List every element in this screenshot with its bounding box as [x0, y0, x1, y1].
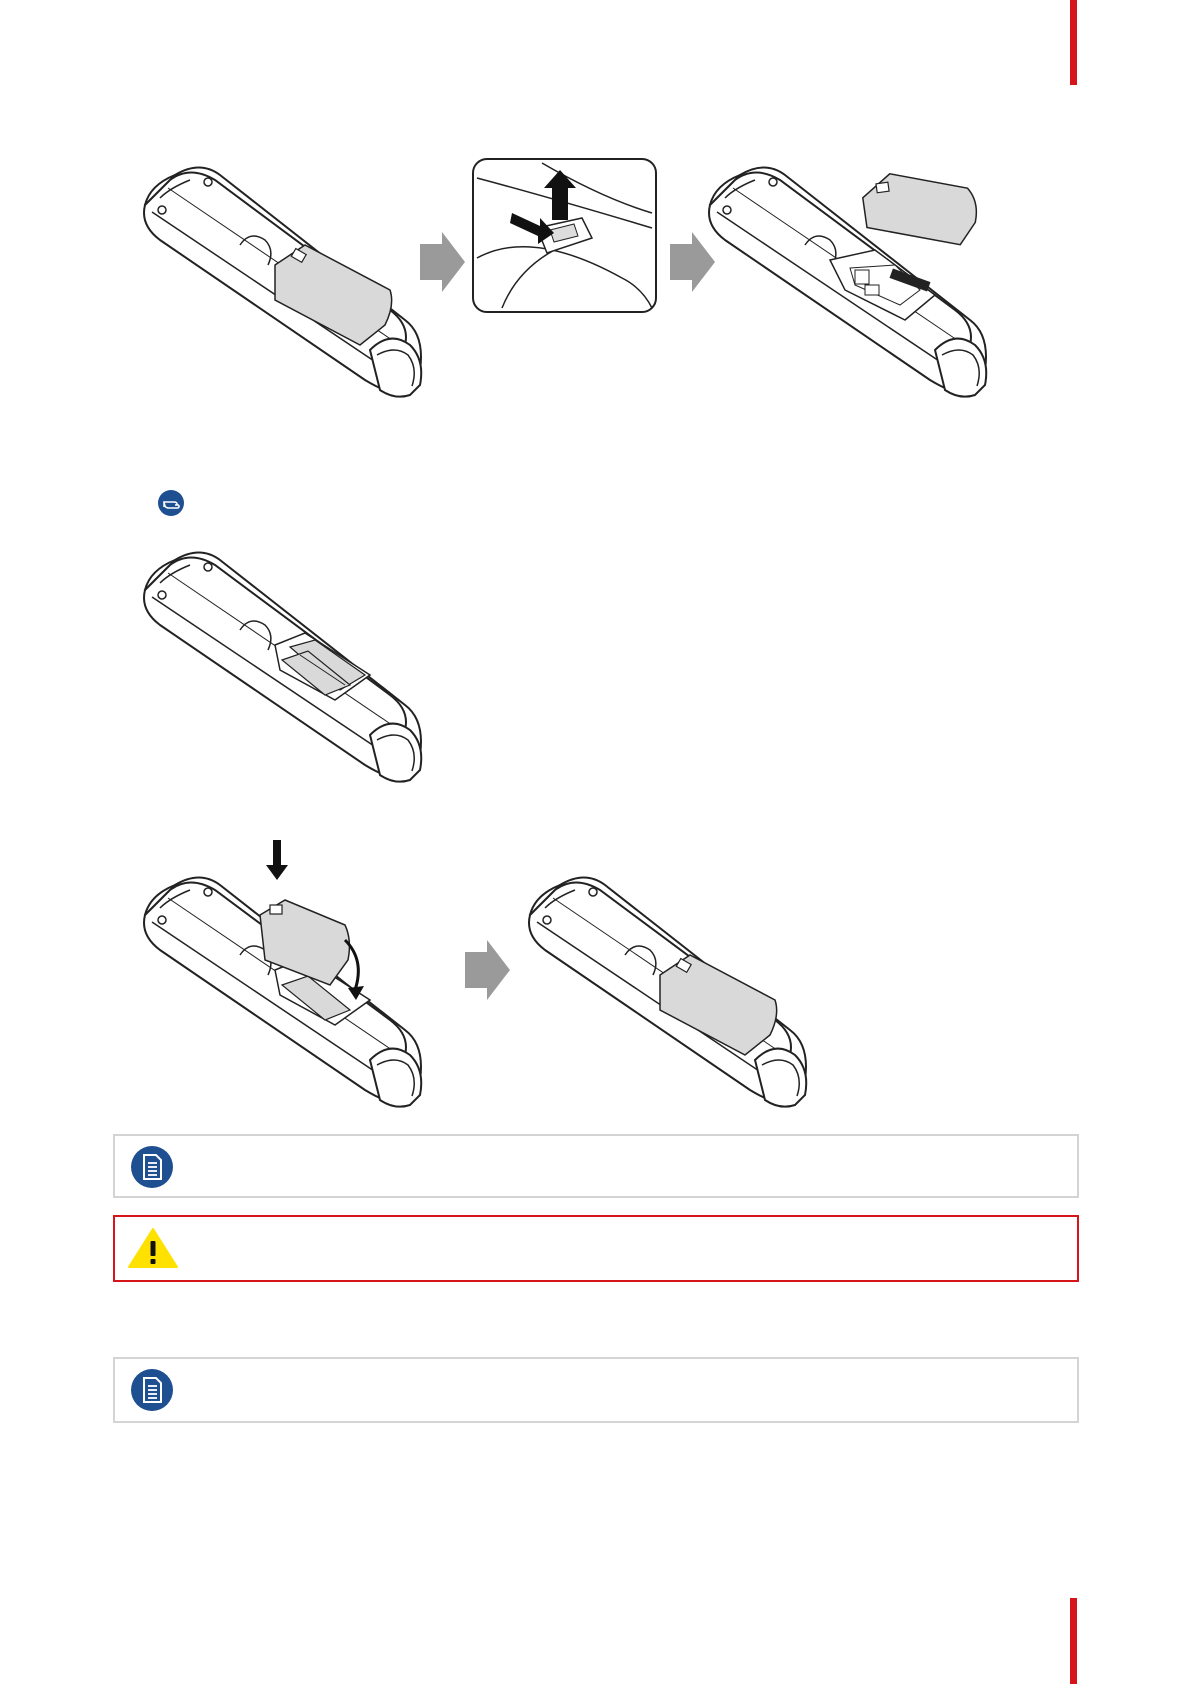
- header-red-tab: [1070, 0, 1077, 85]
- document-note-icon: [131, 1146, 173, 1188]
- remote-open-cover-icon: [705, 140, 1005, 400]
- right-arrow-icon: [465, 940, 515, 1002]
- arrow-step-1a: [420, 232, 470, 294]
- remote-cover-closing-icon: [140, 860, 430, 1110]
- document-note-icon: [131, 1369, 173, 1411]
- warning-triangle-icon: [127, 1227, 179, 1269]
- arrow-step-3: [465, 940, 515, 1002]
- right-arrow-icon: [420, 232, 470, 294]
- remote-closed-icon: [525, 860, 815, 1110]
- note-icon-wrapper: [131, 1146, 173, 1188]
- note-box-1: [113, 1134, 1079, 1198]
- latch-release-detail-icon: [472, 158, 657, 313]
- caution-icon-wrapper: [127, 1227, 179, 1269]
- pointing-hand-icon: [158, 490, 184, 516]
- figure-remote-batteries: [140, 535, 430, 785]
- footer-red-tab: [1070, 1598, 1077, 1684]
- caution-box: [113, 1215, 1079, 1282]
- note-icon-wrapper: [131, 1369, 173, 1411]
- remote-closed-icon: [140, 150, 430, 400]
- figure-remote-closed: [140, 150, 430, 400]
- note-box-2: [113, 1357, 1079, 1423]
- figure-remote-open-cover: [705, 140, 1005, 400]
- tip-icon-wrapper: [158, 490, 184, 516]
- figure-remote-closing-cover: [140, 860, 430, 1110]
- figure-remote-closed-final: [525, 860, 815, 1110]
- figure-latch-detail: [472, 158, 657, 313]
- remote-batteries-inserted-icon: [140, 535, 430, 785]
